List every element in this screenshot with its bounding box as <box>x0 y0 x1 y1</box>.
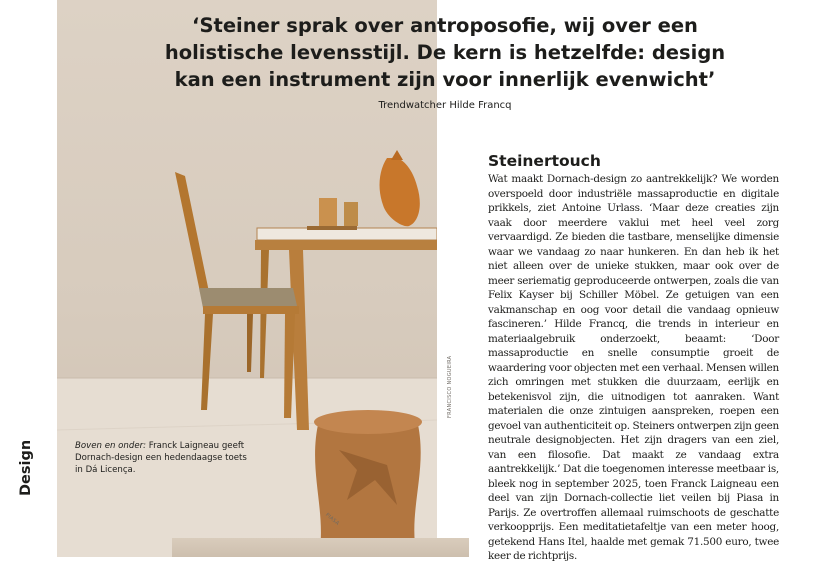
pull-quote: ‘Steiner sprak over antroposofie, wij over een holistische levensstijl. De kern is hetzelfde: design kan een instrument zijn voor innerlijk evenwicht’ <box>164 14 726 91</box>
section-label: Design <box>18 439 34 496</box>
caption-text: Franck Laigneau geeft Dornach-design een hedendaagse toets in Dá Licença. <box>75 441 247 475</box>
article-body: Wat maakt Dornach-design zo aantrekkelijk? We worden overspoeld door industriële massaproductie en digitale prikkels, ziet Antoine Urlass. ‘Maar deze creaties zijn vaak door meerdere vaklui met heel veel zorg vervaardigd. Ze bieden die tastbare, menselijke dimensie waar we vandaag zo naar hunkeren. En dan heb ik het niet alleen over de unieke stukken, maar ook over de meer seriematig geproduceerde ontwerpen, zoals die van Felix Kayser bij Schiller Möbel. Ze getuigen van een vakmanschap en oog voor detail die vandaag opnieuw fascineren.’ Hilde Francq, die trends in interieur en materiaalgebruik onderzoekt, beaamt: ‘Door massaproductie en snelle consumptie groeit de waardering voor objecten met een verhaal. Mensen willen zich omringen met stukken die duurzaam, eerlijk en betekenisvol zijn, die uitnodigen tot aanraken. Want materialen die onze zintuigen aanspreken, roepen een gevoel van authenticiteit op. Steiners ontwerpen zijn geen neutrale designobjecten. Het zijn dragers van een ziel, van een filosofie. Dat maakt ze vandaag extra aantrekkelijk.’ Dat die toegenomen interesse meetbaar is, bleek nog in september 2025, toen Franck Laigneau een deel van zijn Dornach-collectie liet veilen bij Piasa in Parijs. Ze overtroffen allemaal ruimschoots de geschatte verkoopprijs. Een meditatietafeltje van een meter hoog, getekend Hans Itel, haalde met gemak 71.500 euro, twee keer de richtprijs. <box>488 173 779 562</box>
quote-attribution: Trendwatcher Hilde Francq <box>378 100 512 111</box>
photo-credit-top: FRANCISCO NOGUEIRA <box>447 355 453 418</box>
article-column <box>488 152 779 564</box>
photo-credit-bottom: PIASA <box>324 512 341 527</box>
photo-bottom-strip <box>172 538 469 557</box>
caption-lead: Boven en onder: <box>75 441 147 451</box>
photo-caption <box>75 440 250 476</box>
article-heading: Steinertouch <box>488 152 601 170</box>
